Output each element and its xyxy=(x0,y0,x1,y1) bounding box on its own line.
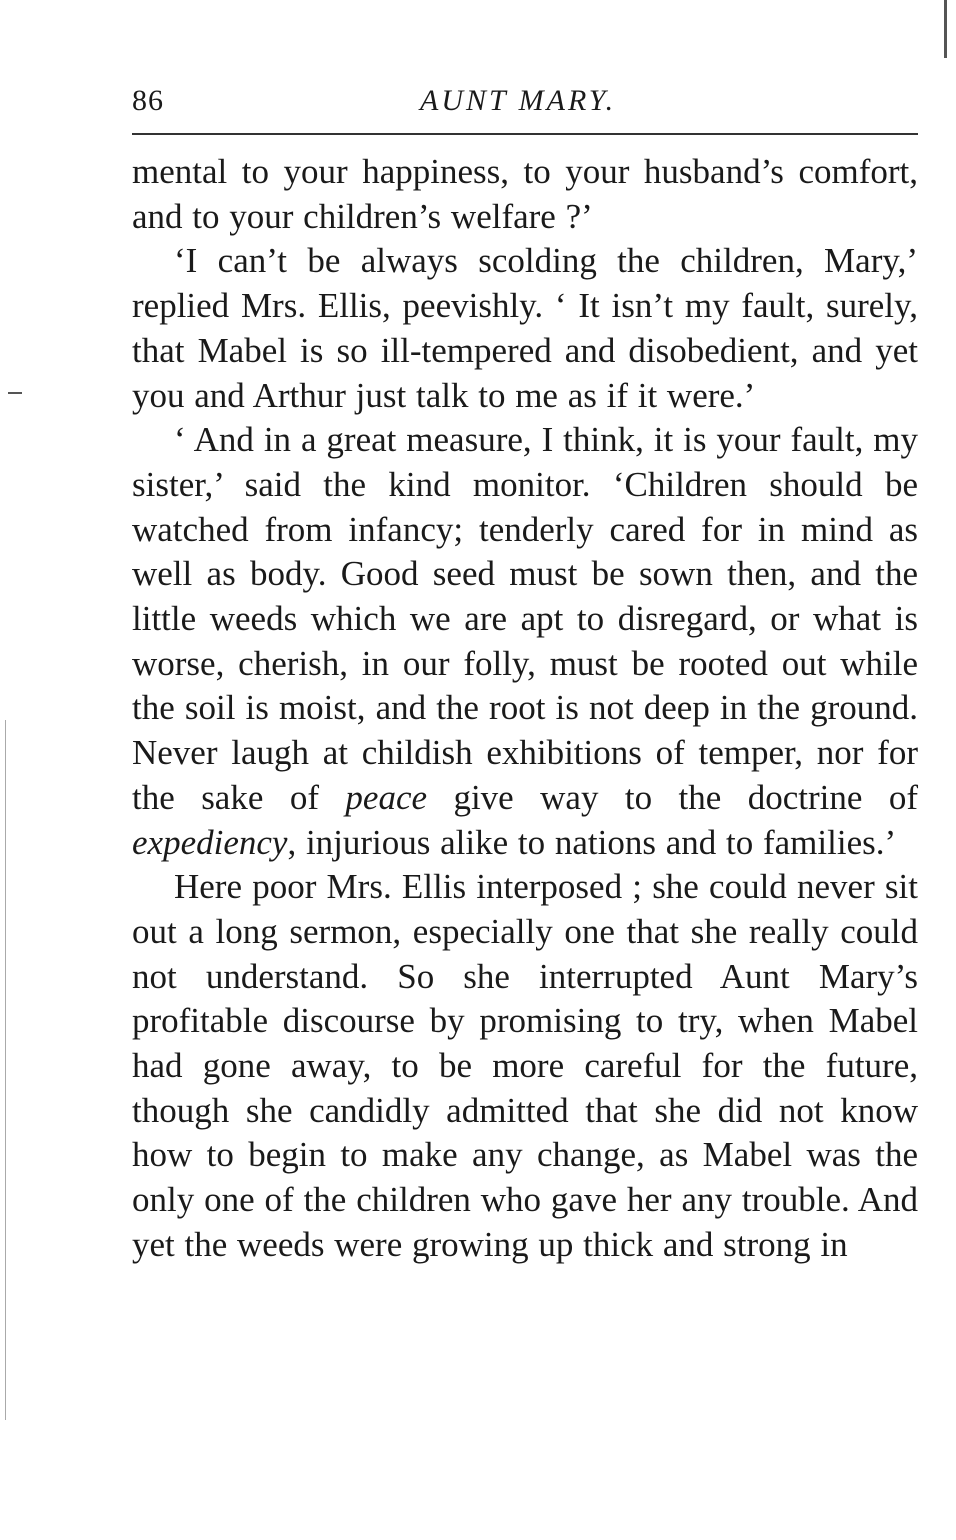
paragraph xyxy=(132,418,918,865)
paragraph-text: give way to the doctrine of xyxy=(427,777,918,817)
paragraph-text: ‘I can’t be always scolding the children, Mary,’ replied Mrs. Ellis, peevishly. ‘ It isn’t my fault, surely, that Mabel is so ill-tempered and disobedient, and yet you and Arthur just talk to me as if it were.’ xyxy=(132,241,918,415)
body-text xyxy=(132,150,918,1268)
scan-mark xyxy=(944,0,947,58)
scan-mark xyxy=(5,720,6,1420)
paragraph-text: Here poor Mrs. Ellis interposed ; she could never sit out a long sermon, especially one that she really could not understand. So she interrupted Aunt Mary’s profitable discourse by promising to try, when Mabel had gone away, to be more careful for the future, though she candidly admitted that she did not know how to begin to make any change, as Mabel was the only one of the children who gave her any trouble. And yet the weeds were growing up thick and strong in xyxy=(132,867,918,1264)
paragraph xyxy=(132,150,918,239)
paragraph xyxy=(132,239,918,418)
paragraph xyxy=(132,865,918,1267)
scan-mark xyxy=(8,392,22,394)
italic-text: expediency xyxy=(132,822,288,862)
italic-text: peace xyxy=(345,777,428,817)
paragraph-text: ‘ And in a great measure, I think, it is your fault, my sister,’ said the kind monitor. ‘Children should be watched from infancy; tenderly cared for in mind as well as body. Good seed must be sown then, and the little weeds which we are apt to disregard, or what is worse, cherish, in our folly, must be rooted out while the soil is moist, and the root is not deep in the ground. Never laugh at childish exhibitions of temper, nor for the sake of xyxy=(132,420,918,817)
page-number: 86 xyxy=(132,84,164,117)
paragraph-text: mental to your happiness, to your husband’s comfort, and to your children’s welfare ?’ xyxy=(132,152,918,236)
header-rule xyxy=(132,133,918,135)
page-header xyxy=(132,80,918,124)
running-head: AUNT MARY. xyxy=(420,84,617,117)
paragraph-text: , injurious alike to nations and to families.’ xyxy=(287,822,897,862)
